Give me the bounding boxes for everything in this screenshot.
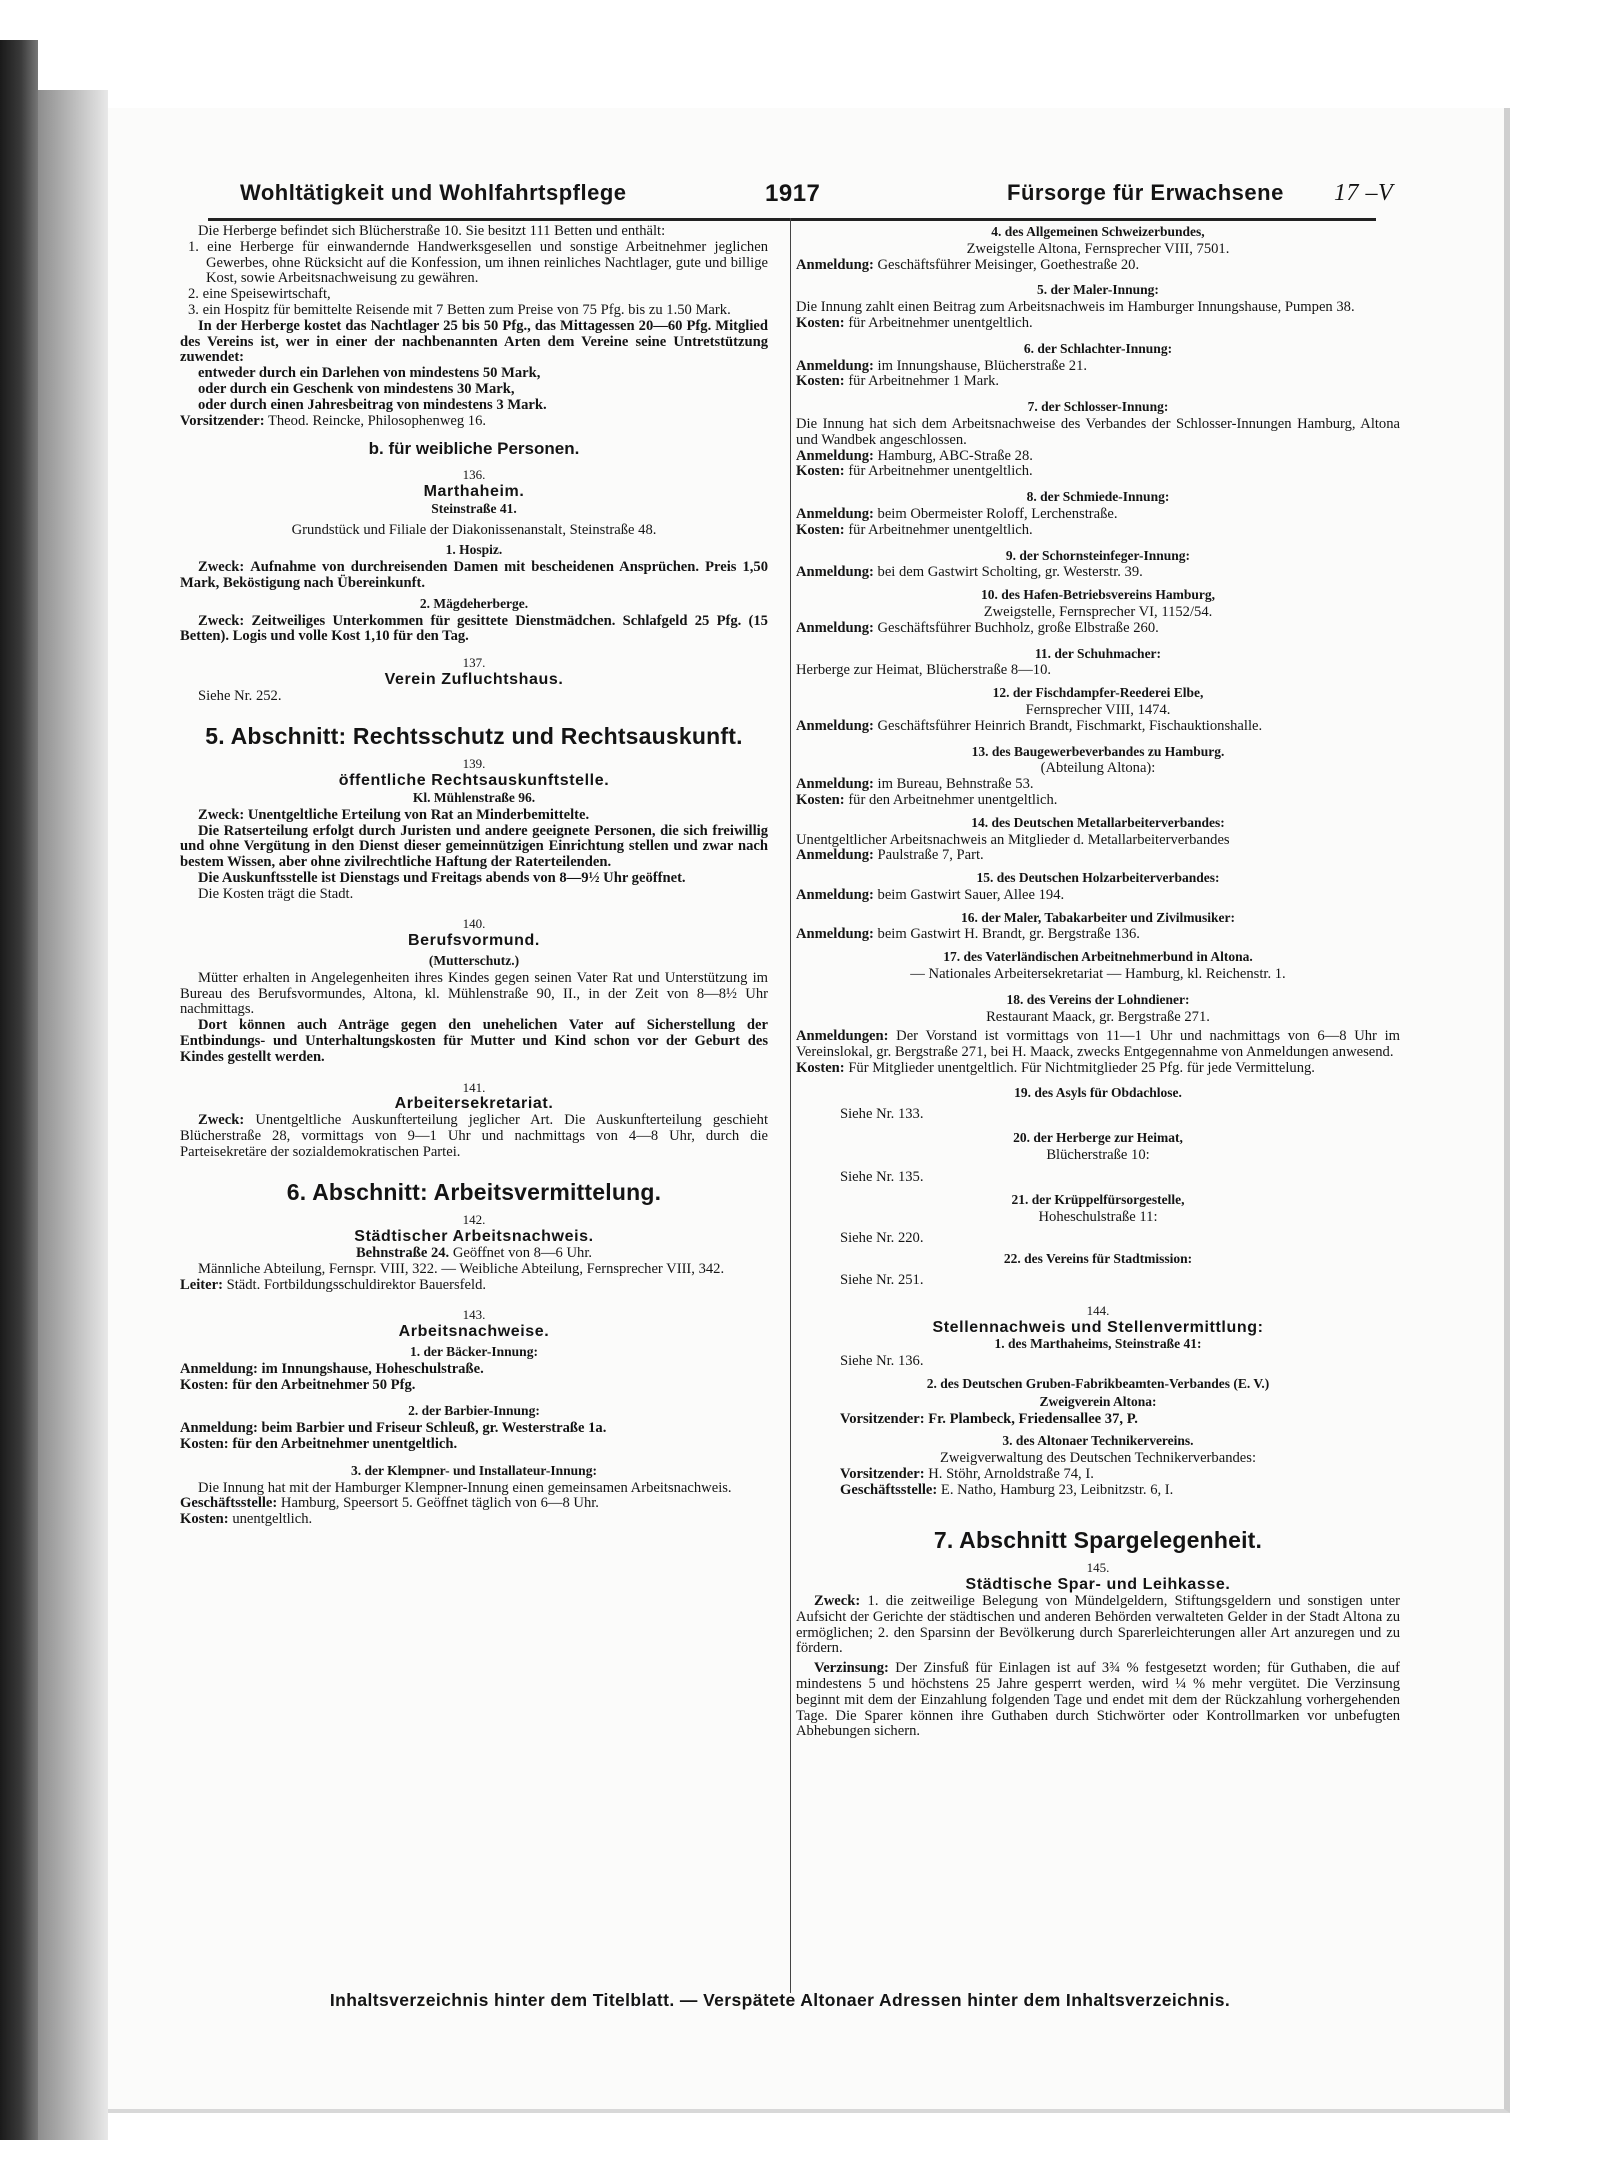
entry-139-zweck (180, 808, 768, 824)
header-right-title: Fürsorge für Erwachsene (1007, 180, 1284, 205)
anmeldung-label: Anmeldung: (180, 1360, 258, 1377)
anmeldung-label: Anmeldung: (796, 847, 874, 864)
kosten-value: unentgeltlich. (232, 1511, 313, 1528)
geschaeftsstelle-label: Geschäftsstelle: (180, 1495, 278, 1512)
entry-143-sub3-text: Die Innung hat mit der Hamburger Klempner-Innung einen gemeinsamen Arbeitsnachweis. (198, 1479, 732, 1496)
right-column (796, 224, 1400, 1740)
leiter-value: Städt. Fortbildungsschuldirektor Bauersfeld. (226, 1276, 487, 1293)
entry-144-sub3-vorsitzender (796, 1467, 1400, 1483)
entry-number-137: 137. (462, 655, 486, 671)
item-10-line: Zweigstelle, Fernsprecher VI, 1152/54. (983, 603, 1213, 620)
kosten-label: Kosten: (796, 373, 845, 390)
geschaeftsstelle-value: Hamburg, Speersort 5. Geöffnet täglich von 6—8 Uhr. (280, 1495, 599, 1512)
entry-136-sub1-text (180, 560, 768, 592)
anmeldung-value: Geschäftsführer Buchholz, große Elbstraße 260. (877, 619, 1159, 636)
item-14-anmeldung (796, 848, 1400, 864)
scan-facing-page-edge (38, 90, 108, 2140)
anmeldung-label: Anmeldung: (796, 619, 874, 636)
item-12-anmeldung (796, 719, 1400, 735)
entry-143-sub3-kosten (180, 1512, 768, 1528)
item-11-title: 11. der Schuhmacher: (1034, 645, 1162, 661)
anmeldung-value: im Innungshause, Hoheschulstraße. (261, 1360, 484, 1377)
vorsitzender-value: Fr. Plambeck, Friedensallee 37, P. (928, 1410, 1138, 1427)
footer-note: Inhaltsverzeichnis hinter dem Titelblatt. — Verspätete Altonaer Adressen hinter dem Inhaltsverzeichnis. (329, 1990, 1231, 2010)
zweck-label: Zweck: (814, 1592, 861, 1609)
entry-number-141: 141. (462, 1079, 486, 1095)
item-11-text: Herberge zur Heimat, Blücherstraße 8—10. (796, 662, 1052, 679)
anmeldung-value: Geschäftsführer Heinrich Brandt, Fischmarkt, Fischauktionshalle. (877, 717, 1263, 734)
anmeldung-label: Anmeldung: (796, 886, 874, 903)
entry-title-142: Städtischer Arbeitsnachweis. (354, 1228, 594, 1246)
chair-label: Vorsitzender: (180, 412, 265, 429)
anmeldung-label: Anmeldung: (796, 717, 874, 734)
kosten-value: Für Mitglieder unentgeltlich. Für Nichtmitglieder 25 Pfg. für jede Vermittelung. (848, 1060, 1315, 1077)
anmeldung-value: beim Gastwirt Sauer, Allee 194. (877, 886, 1065, 903)
section-6-title: 6. Abschnitt: Arbeitsvermittelung. (286, 1178, 662, 1205)
entry-title-145: Städtische Spar- und Leihkasse. (965, 1576, 1231, 1594)
membership-option-2: oder durch ein Geschenk von mindestens 30 Mark, (198, 380, 515, 397)
verzinsung-label: Verzinsung: (814, 1660, 889, 1677)
entry-number-142: 142. (462, 1212, 486, 1228)
zweck-value: Unentgeltliche Auskunfterteilung jeglicher Art. Die Auskunfterteilung geschieht Blücherstraße 28, vormittags von 9—1 Uhr und nachmittags von 4—8 Uhr, durch die Parteisekretäre der sozialdemokratischen Partei. (180, 1112, 768, 1160)
kosten-value: für den Arbeitnehmer unentgeltlich. (232, 1436, 458, 1452)
item-5-kosten (796, 316, 1400, 332)
item-21-line: Hoheschulstraße 11: (1038, 1208, 1158, 1225)
entry-143-sub3-geschaeftsstelle (180, 1496, 768, 1512)
item-15-anmeldung (796, 888, 1400, 904)
kosten-value: für Arbeitnehmer 1 Mark. (848, 373, 1000, 390)
item-20-title: 20. der Herberge zur Heimat, (1013, 1130, 1183, 1146)
item-19-see: Siehe Nr. 133. (840, 1105, 924, 1122)
item-5-text: Die Innung zahlt einen Beitrag zum Arbeitsnachweis im Hamburger Innungshause, Pumpen 38. (796, 299, 1355, 316)
item-13-sub: (Abteilung Altona): (1040, 760, 1156, 777)
zweck-value: Aufnahme von durchreisenden Damen mit bescheidenen Ansprüchen. Preis 1,50 Mark, Beköstigung nach Übereinkunft. (180, 559, 768, 591)
entry-address-139: Kl. Mühlenstraße 96. (412, 789, 536, 805)
entry-143-sub3-title: 3. der Klempner- und Installateur-Innung: (351, 1462, 597, 1478)
item-16-anmeldung (796, 927, 1400, 943)
item-4-line: Zweigstelle Altona, Fernsprecher VIII, 7501. (966, 240, 1230, 257)
kosten-label: Kosten: (180, 1511, 229, 1528)
item-12-line: Fernsprecher VIII, 1474. (1025, 701, 1171, 718)
header-rule (208, 218, 1376, 221)
item-20-see: Siehe Nr. 135. (840, 1169, 924, 1186)
entry-address-136: Steinstraße 41. (431, 500, 517, 516)
section-7-title: 7. Abschnitt Spargelegenheit. (933, 1526, 1263, 1553)
kosten-value: für den Arbeitnehmer unentgeltlich. (848, 791, 1058, 808)
entry-number-144: 144. (1086, 1302, 1110, 1318)
item-18-line: Restaurant Maack, gr. Bergstraße 271. (986, 1008, 1210, 1025)
scan-binding-shadow (0, 40, 38, 2140)
item-8-anmeldung (796, 507, 1400, 523)
entry-145-zweck (796, 1594, 1400, 1657)
entry-143-sub1-anmeldung (180, 1362, 768, 1378)
item-18-title: 18. des Vereins der Lohndiener: (1006, 991, 1190, 1007)
anmeldung-label: Anmeldung: (180, 1420, 258, 1437)
kosten-label: Kosten: (796, 314, 845, 331)
leiter-label: Leiter: (180, 1276, 223, 1293)
anmeldung-label: Anmeldung: (796, 256, 874, 273)
geschaeftsstelle-value: E. Natho, Hamburg 23, Leibnitzstr. 6, I. (940, 1481, 1174, 1498)
entry-141-text (180, 1113, 768, 1160)
zweck-label: Zweck: (198, 1112, 245, 1129)
anmeldung-value: Geschäftsführer Meisinger, Goethestraße 20. (877, 256, 1140, 273)
zweck-value: Zeitweiliges Unterkommen für gesittete Dienstmädchen. Schlafgeld 25 Pfg. (15 Betten). Logis und volle Kost 1,10 für den Tag. (180, 612, 768, 645)
entry-144-sub2-title: 2. des Deutschen Gruben-Fabrikbeamten-Verbandes (E. V.) (926, 1376, 1270, 1392)
entry-title-143: Arbeitsnachweise. (398, 1323, 550, 1341)
entry-title-137: Verein Zufluchtshaus. (384, 670, 564, 688)
entry-number-139: 139. (462, 756, 486, 772)
item-7-kosten (796, 464, 1400, 480)
entry-title-144: Stellennachweis und Stellenvermittlung: (932, 1318, 1264, 1336)
entry-139-p3: Die Kosten trägt die Stadt. (198, 885, 354, 902)
anmeldung-label: Anmeldung: (796, 776, 874, 793)
entry-143-sub2-title: 2. der Barbier-Innung: (408, 1403, 540, 1419)
entry-144-sub2-vorsitzender (796, 1412, 1400, 1428)
item-20-line: Blücherstraße 10: (1046, 1147, 1150, 1164)
vorsitzender-value: H. Stöhr, Arnoldstraße 74, I. (928, 1466, 1094, 1482)
entry-144-sub2-sub: Zweigverein Altona: (1039, 1393, 1157, 1409)
herberge-list-item-2: 2. eine Speisewirtschaft, (188, 286, 331, 303)
subsection-weibliche: b. für weibliche Personen. (368, 439, 580, 459)
entry-144-sub3-title: 3. des Altonaer Technikervereins. (1002, 1433, 1194, 1449)
vorsitzender-label: Vorsitzender: (840, 1410, 925, 1427)
item-12-title: 12. der Fischdampfer-Reederei Elbe, (992, 685, 1204, 701)
item-4-title: 4. des Allgemeinen Schweizerbundes, (991, 224, 1205, 239)
item-8-title: 8. der Schmiede-Innung: (1026, 489, 1170, 505)
anmeldung-label: Anmeldung: (796, 505, 874, 522)
kosten-label: Kosten: (180, 1436, 229, 1452)
item-9-title: 9. der Schornsteinfeger-Innung: (1005, 547, 1191, 563)
entry-143-sub2-anmeldung (180, 1421, 768, 1437)
geschaeftsstelle-label: Geschäftsstelle: (840, 1481, 938, 1498)
kosten-value: für Arbeitnehmer unentgeltlich. (848, 521, 1033, 538)
chair-value: Theod. Reincke, Philosophenweg 16. (267, 412, 487, 429)
anmeldung-value: im Bureau, Behnstraße 53. (877, 776, 1034, 793)
address-label: Behnstraße 24. (355, 1245, 450, 1262)
kosten-value: für Arbeitnehmer unentgeltlich. (848, 314, 1033, 331)
membership-option-1: entweder durch ein Darlehen von mindestens 50 Mark, (198, 365, 541, 382)
entry-139-p2: Die Auskunftsstelle ist Dienstags und Freitags abends von 8—9½ Uhr geöffnet. (198, 869, 686, 886)
anmeldung-value: Hamburg, ABC-Straße 28. (877, 447, 1033, 464)
item-14-title: 14. des Deutschen Metallarbeiterverbandes: (971, 814, 1225, 830)
entry-136-sub2-title: 2. Mägdeherberge. (419, 595, 529, 611)
item-17-title: 17. des Vaterländischen Arbeitnehmerbund in Altona. (943, 949, 1253, 965)
kosten-label: Kosten: (796, 521, 845, 538)
item-17-text: — Nationales Arbeitersekretariat — Hamburg, kl. Reichenstr. 1. (910, 966, 1286, 983)
item-10-anmeldung (796, 621, 1400, 637)
header-left-title: Wohltätigkeit und Wohlfahrtspflege (240, 180, 627, 205)
chair-line (180, 414, 768, 430)
kosten-value: für Arbeitnehmer unentgeltlich. (848, 463, 1033, 480)
anmeldung-value: Der Vorstand ist vormittags von 11—1 Uhr und nachmittags von 6—8 Uhr im Vereinslokal, gr. Bergstraße 271, bei H. Maack, zwecks Entgegennahme von Anmeldungen anwesend. (796, 1028, 1401, 1061)
item-6-anmeldung (796, 359, 1400, 375)
entry-subtitle-140: (Mutterschutz.) (428, 953, 520, 969)
item-4-anmeldung (796, 258, 1400, 274)
zweck-label: Zweck: (198, 559, 245, 576)
membership-option-3: oder durch einen Jahresbeitrag von mindestens 3 Mark. (198, 396, 547, 413)
left-column (180, 224, 768, 1528)
kosten-label: Kosten: (796, 791, 845, 808)
anmeldung-value: bei dem Gastwirt Scholting, gr. Westerstr. 39. (877, 564, 1143, 581)
entry-145-verzinsung (796, 1661, 1400, 1740)
anmeldung-value: beim Gastwirt H. Brandt, gr. Bergstraße 136. (877, 926, 1140, 943)
item-14-text: Unentgeltlicher Arbeitsnachweis an Mitglieder d. Metallarbeiterverbandes (796, 831, 1230, 848)
entry-144-sub3-geschaeftsstelle (796, 1483, 1400, 1499)
item-13-anmeldung (796, 777, 1400, 793)
item-18-anmeldung (796, 1029, 1400, 1061)
item-7-title: 7. der Schlosser-Innung: (1027, 399, 1169, 415)
entry-136-sub2-text (180, 614, 768, 646)
entry-136-line: Grundstück und Filiale der Diakonissenanstalt, Steinstraße 48. (291, 521, 657, 538)
entry-title-140: Berufsvormund. (408, 932, 540, 950)
entry-143-sub1-kosten (180, 1378, 768, 1394)
entry-title-141: Arbeitersekretariat. (394, 1095, 554, 1113)
header-year: 1917 (765, 180, 821, 207)
entry-137-text: Siehe Nr. 252. (198, 687, 282, 704)
anmeldung-label: Anmeldung: (796, 447, 874, 464)
entry-number-136: 136. (462, 467, 486, 483)
item-13-title: 13. des Baugewerbeverbandes zu Hamburg. (971, 743, 1225, 759)
entry-number-140: 140. (462, 916, 486, 932)
kosten-label: Kosten: (796, 1060, 845, 1077)
header-page-number: 17 –V (1334, 180, 1394, 206)
kosten-value: für den Arbeitnehmer 50 Pfg. (232, 1376, 416, 1393)
item-21-see: Siehe Nr. 220. (840, 1230, 924, 1247)
item-22-title: 22. des Vereins für Stadtmission: (1003, 1251, 1193, 1267)
running-header (132, 180, 1417, 214)
herberge-intro: Die Herberge befindet sich Blücherstraße 10. Sie besitzt 111 Betten und enthält: (198, 223, 666, 239)
kosten-label: Kosten: (796, 463, 845, 480)
item-9-anmeldung (796, 565, 1400, 581)
anmeldung-label: Anmeldung: (796, 357, 874, 374)
entry-143-sub2-kosten (180, 1437, 768, 1453)
item-7-anmeldung (796, 449, 1400, 465)
anmeldung-value: beim Obermeister Roloff, Lerchenstraße. (877, 505, 1118, 522)
item-5-title: 5. der Maler-Innung: (1037, 282, 1159, 298)
zweck-value: 1. die zeitweilige Belegung von Mündelgeldern, Stiftungsgeldern und sonstigen unter Aufsicht der Gerichte der städtischen und anderen Behörden verwalteten Gelder in der Stadt Altona zu ermöglichen; 2. den Sparsinn der Bevölkerung durch Sparerleichterungen aller Art anzuregen und zu fördern. (796, 1592, 1400, 1657)
anmeldung-label: Anmeldungen: (796, 1028, 889, 1045)
entry-144-sub1-see: Siehe Nr. 136. (840, 1353, 924, 1370)
anmeldung-label: Anmeldung: (796, 564, 874, 581)
herberge-prices: In der Herberge kostet das Nachtlager 25 bis 50 Pfg., das Mittagessen 20—60 Pfg. Mitglied des Vereins ist, wer in einer der nachbenannten Arten dem Vereine seine Untretstützung zuwendet: (180, 317, 768, 366)
item-16-title: 16. der Maler, Tabakarbeiter und Zivilmusiker: (961, 909, 1235, 925)
kosten-label: Kosten: (180, 1376, 229, 1393)
entry-140-p2: Dort können auch Anträge gegen den unehelichen Vater auf Sicherstellung der Entbindungs- und Unterhaltungskosten für Mutter und Kind schon vor der Geburt des Kindes gestellt werden. (180, 1017, 768, 1065)
item-13-kosten (796, 793, 1400, 809)
entry-139-p1: Die Ratserteilung erfolgt durch Juristen und andere geeignete Personen, die sich freiwillig und ohne Vergütung in den Dienst dieser gemeinnützigen Einrichtung stellen und zwar nach bestem Wissen, aber ohne zivilrechtliche Haftung der Raterteilenden. (180, 822, 768, 871)
verzinsung-value: Der Zinsfuß für Einlagen ist auf 3¾ % festgesetzt worden; für Guthaben, die auf mindestens 5 und höchstens 25 Jahre gesperrt werden, wird ¼ % mehr vergütet. Die Verzinsung beginnt mit dem der Einzahlung folgenden Tage und endet mit dem der Rückzahlung vorhergehenden Tage. Die Sparer können ihre Guthaben durch Stichwörter oder Kontrollmarken vor unbefugten Abhebungen sichern. (796, 1660, 1401, 1740)
item-6-kosten (796, 374, 1400, 390)
item-18-kosten (796, 1061, 1400, 1077)
herberge-list-item-3: 3. ein Hospitz für bemittelte Reisende mit 7 Betten zum Preise von 75 Pfg. bis zu 1.50 Mark. (188, 301, 731, 318)
zweck-label: Zweck: (198, 612, 245, 629)
entry-144-sub1-title: 1. des Marthaheims, Steinstraße 41: (994, 1336, 1202, 1352)
column-divider (790, 218, 791, 1993)
item-21-title: 21. der Krüppelfürsorgestelle, (1011, 1191, 1185, 1207)
zweck-value: Unentgeltliche Erteilung von Rat an Minderbemittelte. (247, 806, 590, 823)
entry-143-sub1-title: 1. der Bäcker-Innung: (410, 1344, 538, 1360)
anmeldung-value: Paulstraße 7, Part. (877, 847, 984, 864)
item-10-title: 10. des Hafen-Betriebsvereins Hamburg, (980, 587, 1216, 603)
anmeldung-value: im Innungshause, Blücherstraße 21. (877, 357, 1088, 374)
anmeldung-label: Anmeldung: (796, 926, 874, 943)
entry-number-143: 143. (462, 1307, 486, 1323)
item-7-text: Die Innung hat sich dem Arbeitsnachweise des Verbandes der Schlosser-Innungen Hamburg, Altona und Wandbek angeschlossen. (796, 415, 1400, 448)
anmeldung-value: beim Barbier und Friseur Schleuß, gr. Westerstraße 1a. (261, 1420, 607, 1437)
item-15-title: 15. des Deutschen Holzarbeiterverbandes: (976, 870, 1220, 886)
section-5-title: 5. Abschnitt: Rechtsschutz und Rechtsauskunft. (205, 722, 743, 749)
item-22-see: Siehe Nr. 251. (840, 1272, 924, 1289)
entry-144-sub3-line: Zweigverwaltung des Deutschen Technikerverbandes: (939, 1450, 1256, 1467)
vorsitzender-label: Vorsitzender: (840, 1466, 925, 1482)
address-value: Geöffnet von 8—6 Uhr. (452, 1245, 593, 1262)
zweck-label: Zweck: (198, 806, 245, 823)
item-6-title: 6. der Schlachter-Innung: (1023, 340, 1173, 356)
item-19-title: 19. des Asyls für Obdachlose. (1014, 1084, 1182, 1100)
entry-title-139: öffentliche Rechtsauskunftstelle. (338, 772, 610, 790)
entry-142-text: Männliche Abteilung, Fernspr. VIII, 322. — Weibliche Abteilung, Fernsprecher VIII, 342. (198, 1260, 725, 1277)
entry-136-sub1-title: 1. Hospiz. (445, 542, 503, 558)
entry-142-address (180, 1246, 768, 1262)
entry-number-145: 145. (1086, 1560, 1110, 1576)
entry-142-leiter (180, 1278, 768, 1294)
item-8-kosten (796, 523, 1400, 539)
entry-140-p1: Mütter erhalten in Angelegenheiten ihres Kindes gegen seinen Vater Rat und Unterstützung im Bureau des Berufsvormundes, Altona, kl. Mühlenstraße 90, II., in der Zeit von 8—8½ Uhr nachmittags. (180, 969, 768, 1018)
entry-title-136: Marthaheim. (423, 482, 525, 500)
herberge-list-item-1: 1. eine Herberge für einwandernde Handwerksgesellen und sonstige Arbeitnehmer jeglichen Gewerbes, ohne Rücksicht auf die Konfession, um ihnen reinliches Nachtlager, gute und billige Kost, sowie Arbeitsnachweisung zu gewähren. (188, 238, 768, 287)
